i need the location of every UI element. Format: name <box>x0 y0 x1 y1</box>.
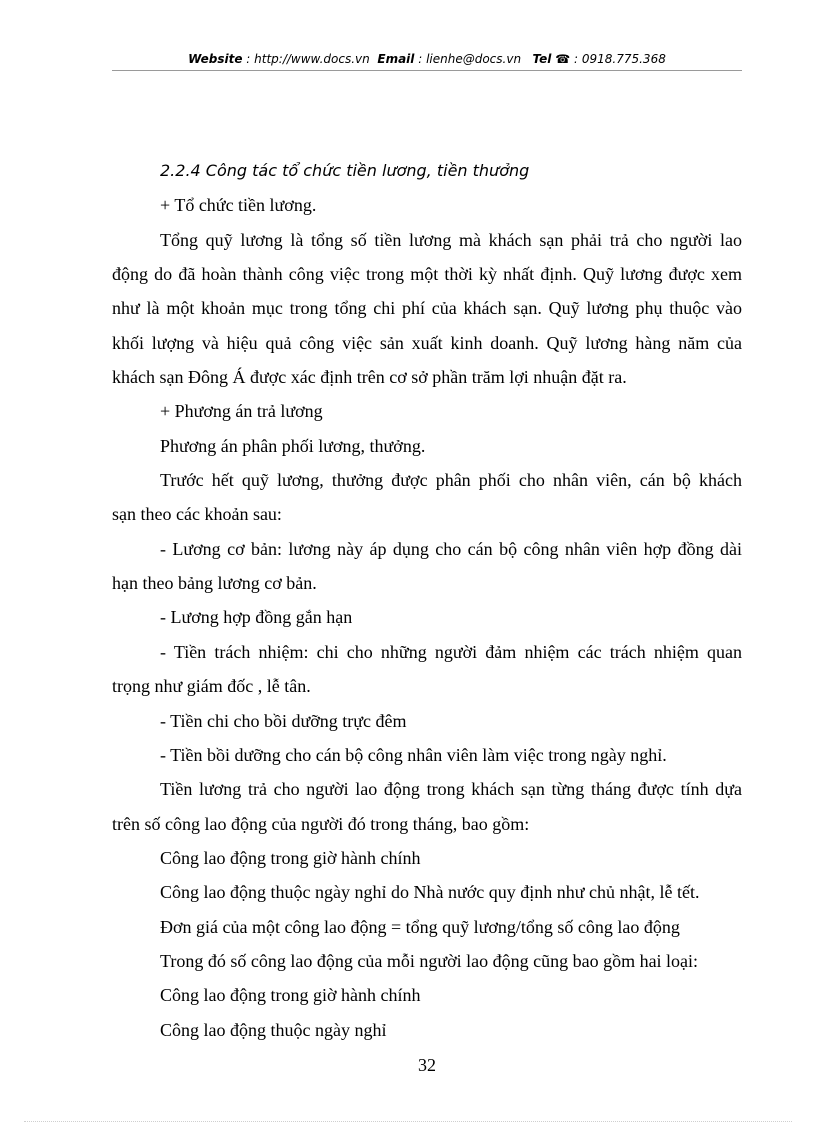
email-value: : lienhe@docs.vn <box>414 52 522 66</box>
paragraph-line: Tổng quỹ lương là tổng số tiền lương mà khách sạn phải trả cho người lao <box>160 229 742 250</box>
paragraph-line: - Tiền chi cho bồi dưỡng trực đêm <box>160 710 407 731</box>
paragraph-line: Phương án phân phối lương, thưởng. <box>160 435 426 456</box>
document-body <box>112 154 742 1047</box>
paragraph-line: Tiền lương trả cho người lao động trong khách sạn từng tháng được tính dựa <box>160 779 742 800</box>
paragraph-line: Trong đó số công lao động của mỗi người lao động cũng bao gồm hai loại: <box>160 950 699 971</box>
page-header <box>112 51 742 67</box>
paragraph-line: Công lao động thuộc ngày nghỉ <box>160 1019 387 1040</box>
paragraph-line: Trước hết quỹ lương, thưởng được phân phối cho nhân viên, cán bộ khách <box>160 470 742 491</box>
page-number: 32 <box>418 1055 436 1075</box>
paragraph-line: Công lao động thuộc ngày nghỉ do Nhà nước quy định như chủ nhật, lễ tết. <box>160 882 700 903</box>
footer-divider <box>24 1121 792 1122</box>
paragraph-line: động do đã hoàn thành công việc trong một thời kỳ nhất định. Quỹ lương được xem <box>112 264 742 285</box>
paragraph-line: khối lượng và hiệu quả công việc sản xuất kinh doanh. Quỹ lương hàng năm của <box>112 332 742 353</box>
paragraph-line: Công lao động trong giờ hành chính <box>160 847 421 868</box>
phone-icon: ☎ <box>555 52 571 66</box>
paragraph-line: trọng như giám đốc , lễ tân. <box>112 676 311 697</box>
paragraph-line: - Tiền trách nhiệm: chi cho những người đảm nhiệm các trách nhiệm quan <box>160 641 742 662</box>
paragraph-line: trên số công lao động của người đó trong tháng, bao gồm: <box>112 813 530 834</box>
header-divider <box>112 70 742 71</box>
paragraph-line: như là một khoản mục trong tổng chi phí của khách sạn. Quỹ lương phụ thuộc vào <box>112 298 742 319</box>
paragraph-line: + Phương án trả lương <box>160 401 323 422</box>
tel-value: : 0918.775.368 <box>570 52 666 66</box>
paragraph-line: - Lương cơ bản: lương này áp dụng cho cán bộ công nhân viên hợp đồng dài <box>160 538 742 559</box>
website-value: : http://www.docs.vn <box>242 52 370 66</box>
tel-label: Tel <box>532 52 552 66</box>
paragraph-line: - Tiền bồi dưỡng cho cán bộ công nhân viên làm việc trong ngày nghỉ. <box>160 744 667 765</box>
section-heading: 2.2.4 Công tác tổ chức tiền lương, tiền thưởng <box>160 161 530 180</box>
paragraph-line: Công lao động trong giờ hành chính <box>160 985 421 1006</box>
paragraph-line: Đơn giá của một công lao động = tổng quỹ lương/tổng số công lao động <box>160 916 680 937</box>
paragraph-line: sạn theo các khoản sau: <box>112 504 282 525</box>
paragraph-line: hạn theo bảng lương cơ bản. <box>112 573 317 594</box>
paragraph-line: khách sạn Đông Á được xác định trên cơ sở phần trăm lợi nhuận đặt ra. <box>112 367 627 388</box>
paragraph-line: + Tổ chức tiền lương. <box>160 195 317 216</box>
website-label: Website <box>188 52 243 66</box>
paragraph-line: - Lương hợp đồng gắn hạn <box>160 607 353 628</box>
email-label: Email <box>377 52 415 66</box>
